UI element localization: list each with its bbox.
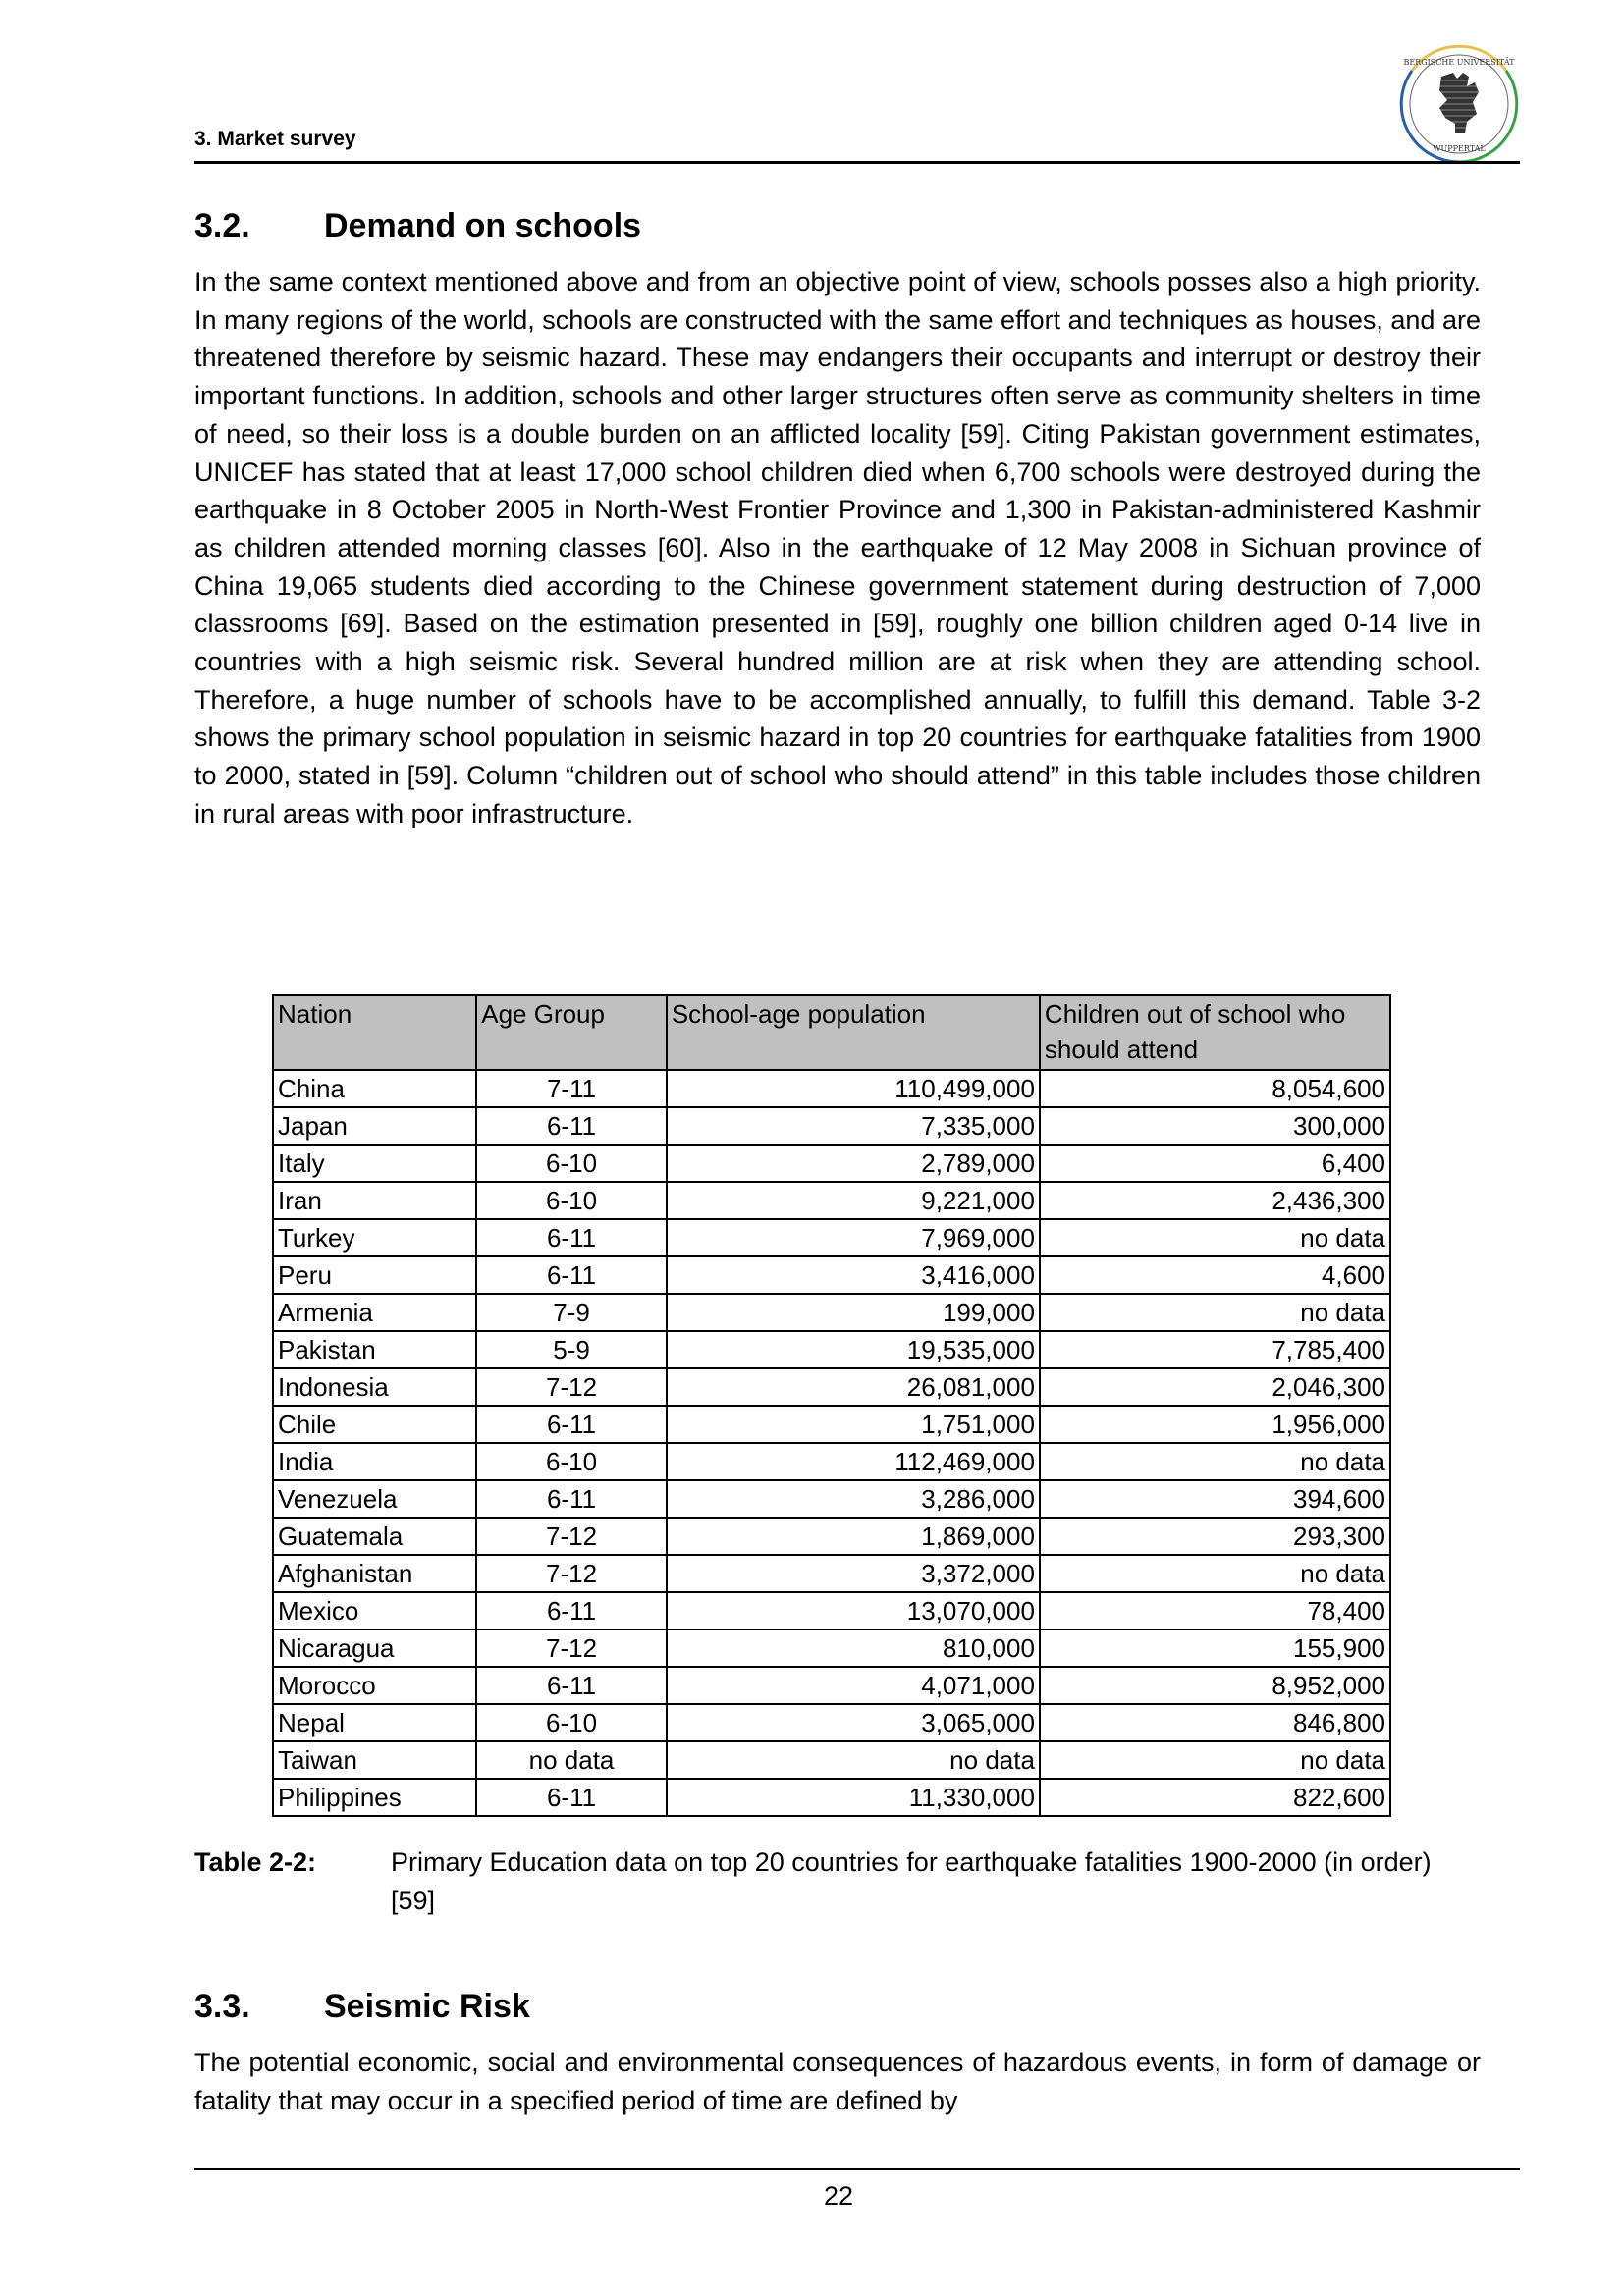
cell-age-group: 6-10 xyxy=(476,1443,667,1480)
table-row xyxy=(273,1480,1390,1518)
cell-children-out-of-school: 846,800 xyxy=(1040,1704,1390,1741)
cell-children-out-of-school: no data xyxy=(1040,1443,1390,1480)
cell-school-age-population: 810,000 xyxy=(667,1629,1040,1667)
cell-nation: Iran xyxy=(273,1182,476,1219)
cell-nation: Morocco xyxy=(273,1667,476,1704)
cell-school-age-population: 199,000 xyxy=(667,1294,1040,1331)
table-caption xyxy=(194,1843,1481,1919)
cell-nation: Peru xyxy=(273,1256,476,1294)
cell-children-out-of-school: 1,956,000 xyxy=(1040,1406,1390,1443)
cell-nation: Italy xyxy=(273,1145,476,1182)
cell-school-age-population: 19,535,000 xyxy=(667,1331,1040,1368)
table-row xyxy=(273,1070,1390,1107)
cell-nation: China xyxy=(273,1070,476,1107)
cell-children-out-of-school: 2,436,300 xyxy=(1040,1182,1390,1219)
cell-nation: Nepal xyxy=(273,1704,476,1741)
cell-age-group: 6-10 xyxy=(476,1182,667,1219)
cell-nation: Japan xyxy=(273,1107,476,1145)
table-row xyxy=(273,1704,1390,1741)
cell-nation: Turkey xyxy=(273,1219,476,1256)
cell-age-group: 7-12 xyxy=(476,1368,667,1406)
svg-text:WUPPERTAL: WUPPERTAL xyxy=(1433,144,1486,153)
header-rule xyxy=(194,161,1520,164)
table-row xyxy=(273,1629,1390,1667)
table-row xyxy=(273,1256,1390,1294)
cell-school-age-population: 13,070,000 xyxy=(667,1592,1040,1629)
cell-nation: Taiwan xyxy=(273,1741,476,1779)
cell-school-age-population: 11,330,000 xyxy=(667,1779,1040,1816)
cell-school-age-population: 4,071,000 xyxy=(667,1667,1040,1704)
section-title: Seismic Risk xyxy=(324,1988,530,2025)
cell-children-out-of-school: 300,000 xyxy=(1040,1107,1390,1145)
column-header-nation: Nation xyxy=(273,995,476,1070)
cell-children-out-of-school: no data xyxy=(1040,1294,1390,1331)
cell-nation: Armenia xyxy=(273,1294,476,1331)
cell-children-out-of-school: 394,600 xyxy=(1040,1480,1390,1518)
running-header-chapter-title: 3. Market survey xyxy=(194,128,356,150)
cell-children-out-of-school: no data xyxy=(1040,1555,1390,1592)
cell-age-group: 6-11 xyxy=(476,1667,667,1704)
body-paragraph-seismic-risk: The potential economic, social and environmental consequences of hazardous events, in form of damage or fatality that may occur in a specified period of time are defined by xyxy=(194,2048,1481,2115)
cell-age-group: 6-11 xyxy=(476,1592,667,1629)
cell-nation: Philippines xyxy=(273,1779,476,1816)
cell-school-age-population: 1,869,000 xyxy=(667,1518,1040,1555)
table-header-row xyxy=(273,995,1390,1070)
table-row xyxy=(273,1406,1390,1443)
table-row xyxy=(273,1294,1390,1331)
cell-school-age-population: 3,286,000 xyxy=(667,1480,1040,1518)
cell-school-age-population: 3,065,000 xyxy=(667,1704,1040,1741)
section-heading-3-3 xyxy=(194,1987,530,2026)
cell-children-out-of-school: 155,900 xyxy=(1040,1629,1390,1667)
cell-nation: Indonesia xyxy=(273,1368,476,1406)
cell-age-group: 5-9 xyxy=(476,1331,667,1368)
cell-age-group: 6-11 xyxy=(476,1256,667,1294)
table-row xyxy=(273,1331,1390,1368)
cell-nation: Nicaragua xyxy=(273,1629,476,1667)
cell-school-age-population: 7,335,000 xyxy=(667,1107,1040,1145)
cell-age-group: 7-12 xyxy=(476,1518,667,1555)
cell-age-group: 7-11 xyxy=(476,1070,667,1107)
cell-school-age-population: 9,221,000 xyxy=(667,1182,1040,1219)
cell-children-out-of-school: 78,400 xyxy=(1040,1592,1390,1629)
cell-nation: India xyxy=(273,1443,476,1480)
cell-children-out-of-school: 8,952,000 xyxy=(1040,1667,1390,1704)
cell-children-out-of-school: 293,300 xyxy=(1040,1518,1390,1555)
section-heading-3-2 xyxy=(194,206,641,245)
cell-children-out-of-school: 6,400 xyxy=(1040,1145,1390,1182)
cell-school-age-population: 3,416,000 xyxy=(667,1256,1040,1294)
cell-age-group: 6-10 xyxy=(476,1145,667,1182)
cell-children-out-of-school: 8,054,600 xyxy=(1040,1070,1390,1107)
cell-school-age-population: 3,372,000 xyxy=(667,1555,1040,1592)
table-row xyxy=(273,1518,1390,1555)
cell-school-age-population: 110,499,000 xyxy=(667,1070,1040,1107)
table-row xyxy=(273,1667,1390,1704)
section-title: Demand on schools xyxy=(324,207,642,244)
cell-age-group: 6-11 xyxy=(476,1779,667,1816)
cell-nation: Afghanistan xyxy=(273,1555,476,1592)
cell-age-group: 6-11 xyxy=(476,1406,667,1443)
cell-nation: Pakistan xyxy=(273,1331,476,1368)
cell-nation: Mexico xyxy=(273,1592,476,1629)
cell-children-out-of-school: 7,785,400 xyxy=(1040,1331,1390,1368)
table-row xyxy=(273,1779,1390,1816)
section-number: 3.3. xyxy=(194,1988,250,2025)
cell-nation: Venezuela xyxy=(273,1480,476,1518)
table-row xyxy=(273,1555,1390,1592)
cell-age-group: 6-10 xyxy=(476,1704,667,1741)
page-number: 22 xyxy=(823,2181,854,2211)
cell-age-group: no data xyxy=(476,1741,667,1779)
cell-age-group: 6-11 xyxy=(476,1480,667,1518)
table-row xyxy=(273,1443,1390,1480)
cell-age-group: 6-11 xyxy=(476,1107,667,1145)
table-body xyxy=(273,1070,1390,1816)
table-row xyxy=(273,1145,1390,1182)
column-header-school-age-population: School-age population xyxy=(667,995,1040,1070)
cell-school-age-population: no data xyxy=(667,1741,1040,1779)
cell-age-group: 7-12 xyxy=(476,1629,667,1667)
caption-text: Primary Education data on top 20 countries for earthquake fatalities 1900-2000 (in order) [59] xyxy=(391,1847,1432,1915)
cell-school-age-population: 2,789,000 xyxy=(667,1145,1040,1182)
column-header-age-group: Age Group xyxy=(476,995,667,1070)
section-number: 3.2. xyxy=(194,207,250,244)
table-row xyxy=(273,1741,1390,1779)
cell-age-group: 7-9 xyxy=(476,1294,667,1331)
cell-children-out-of-school: 822,600 xyxy=(1040,1779,1390,1816)
primary-education-table xyxy=(272,994,1391,1817)
cell-nation: Chile xyxy=(273,1406,476,1443)
caption-label: Table 2-2: xyxy=(194,1847,317,1877)
cell-school-age-population: 26,081,000 xyxy=(667,1368,1040,1406)
column-header-children-out-of-school: Children out of school who should attend xyxy=(1040,995,1390,1070)
cell-children-out-of-school: no data xyxy=(1040,1741,1390,1779)
table-row xyxy=(273,1219,1390,1256)
footer-rule xyxy=(194,2168,1520,2170)
cell-school-age-population: 112,469,000 xyxy=(667,1443,1040,1480)
body-paragraph-demand-on-schools: In the same context mentioned above and from an objective point of view, schools posses also a high priority. In many regions of the world, schools are constructed with the same effort and techniques as houses, and are threatened therefore by seismic hazard. These may endangers their occupants and interrupt or destroy their important functions. In addition, schools and other larger structures often serve as community shelters in time of need, so their loss is a double burden on an afflicted locality [59]. Citing Pakistan government estimates, UNICEF has stated that at least 17,000 school children died when 6,700 schools were destroyed during the earthquake in 8 October 2005 in North-West Frontier Province and 1,300 in Pakistan-administered Kashmir as children attended morning classes [60]. Also in the earthquake of 12 May 2008 in Sichuan province of China 19,065 students died according to the Chinese government statement during destruction of 7,000 classrooms [69]. Based on the estimation presented in [59], roughly one billion children aged 0-14 live in countries with a high seismic risk. Several hundred million are at risk when they are attending school. Therefore, a huge number of schools have to be accomplished annually, to fulfill this demand. Table 3-2 shows the primary school population in seismic hazard in top 20 countries for earthquake fatalities from 1900 to 2000, stated in [59]. Column “children out of school who should attend” in this table includes those children in rural areas with poor infrastructure. xyxy=(194,267,1481,828)
cell-school-age-population: 7,969,000 xyxy=(667,1219,1040,1256)
cell-age-group: 6-11 xyxy=(476,1219,667,1256)
cell-school-age-population: 1,751,000 xyxy=(667,1406,1040,1443)
cell-children-out-of-school: 4,600 xyxy=(1040,1256,1390,1294)
university-seal-logo-icon xyxy=(1398,43,1520,165)
cell-age-group: 7-12 xyxy=(476,1555,667,1592)
table-row xyxy=(273,1107,1390,1145)
svg-text:BERGISCHE UNIVERSITÄT: BERGISCHE UNIVERSITÄT xyxy=(1403,58,1515,67)
cell-children-out-of-school: no data xyxy=(1040,1219,1390,1256)
table-row xyxy=(273,1368,1390,1406)
cell-children-out-of-school: 2,046,300 xyxy=(1040,1368,1390,1406)
table-row xyxy=(273,1592,1390,1629)
cell-nation: Guatemala xyxy=(273,1518,476,1555)
table-row xyxy=(273,1182,1390,1219)
